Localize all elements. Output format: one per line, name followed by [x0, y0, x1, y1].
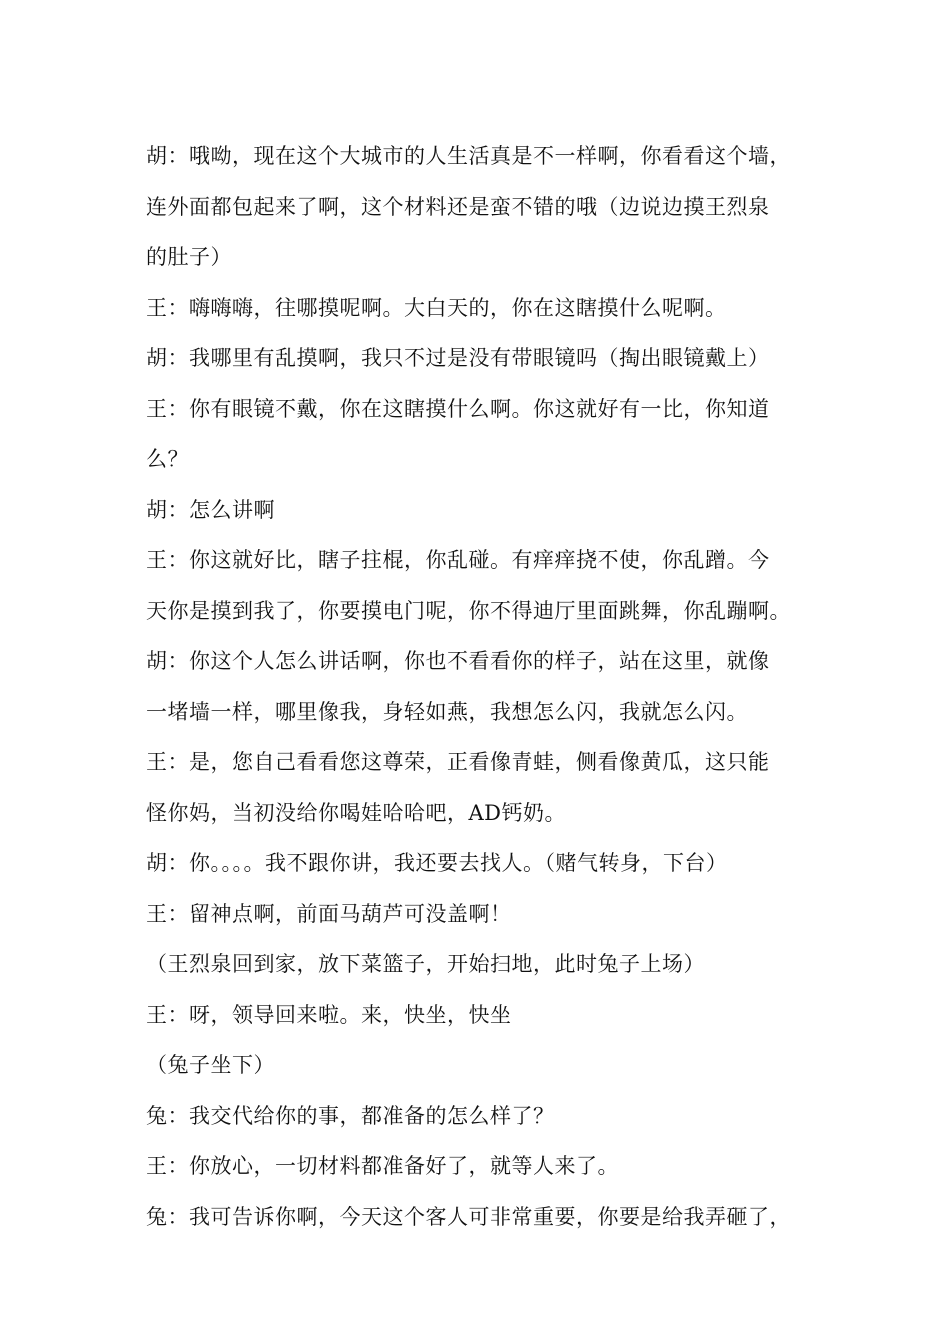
- script-line: 王：留神点啊，前面马葫芦可没盖啊！: [146, 901, 512, 926]
- script-line: 兔：我交代给你的事，都准备的怎么样了？: [146, 1103, 555, 1128]
- script-body: [146, 131, 816, 1242]
- script-line: 王：你有眼镜不戴，你在这瞎摸什么啊。你这就好有一比，你知道: [146, 396, 770, 421]
- script-line: 王：你放心，一切材料都准备好了，就等人来了。: [146, 1154, 619, 1178]
- script-line: 怪你妈，当初没给你喝娃哈哈吧，AD钙奶。: [146, 800, 567, 825]
- script-line: 胡：你。。。。我不跟你讲，我还要去找人。（赌气转身，下台）: [146, 851, 728, 875]
- script-line: 连外面都包起来了啊，这个材料还是蛮不错的哦（边说边摸王烈泉: [146, 194, 770, 219]
- script-line: 王：是，您自己看看您这尊荣，正看像青蛙，侧看像黄瓜，这只能: [146, 750, 770, 774]
- script-line: 胡：怎么讲啊: [146, 497, 275, 522]
- script-line: 王：嗨嗨嗨，往哪摸呢啊。大白天的，你在这瞎摸什么呢啊。: [146, 295, 727, 320]
- stage-direction: （兔子坐下）: [146, 1053, 275, 1077]
- script-line: 胡：哦呦，现在这个大城市的人生活真是不一样啊，你看看这个墙，: [146, 144, 791, 168]
- script-line: 的肚子）: [146, 245, 232, 269]
- script-line: 胡：你这个人怎么讲话啊，你也不看看你的样子，站在这里，就像: [146, 649, 770, 673]
- script-line: 天你是摸到我了，你要摸电门呢，你不得迪厅里面跳舞，你乱蹦啊。: [146, 598, 791, 623]
- script-line: 王：呀，领导回来啦。来，快坐，快坐: [146, 1002, 512, 1027]
- script-line: 么？: [146, 447, 189, 471]
- script-line: 王：你这就好比，瞎子拄棍，你乱碰。有痒痒挠不使，你乱蹭。今: [146, 548, 770, 572]
- script-line: 兔：我可告诉你啊，今天这个客人可非常重要，你要是给我弄砸了，: [146, 1204, 791, 1229]
- script-line: 一堵墙一样，哪里像我，身轻如燕，我想怎么闪，我就怎么闪。: [146, 699, 748, 724]
- stage-direction: （王烈泉回到家，放下菜篮子，开始扫地，此时兔子上场）: [146, 952, 705, 976]
- script-line: 胡：我哪里有乱摸啊，我只不过是没有带眼镜吗（掏出眼镜戴上）: [146, 346, 770, 370]
